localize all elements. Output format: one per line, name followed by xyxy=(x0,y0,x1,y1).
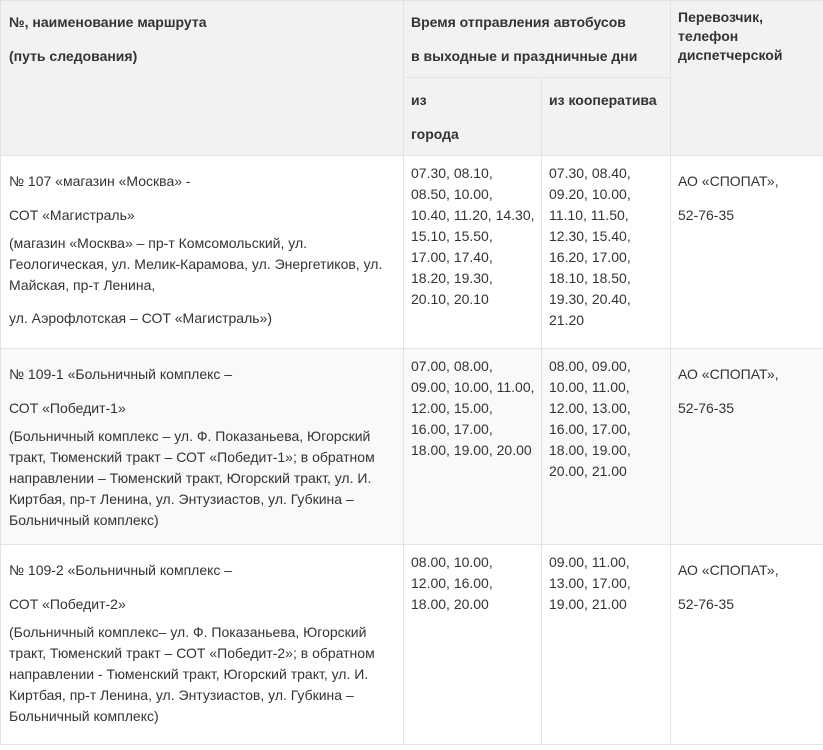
header-from-city-label-2: города xyxy=(411,125,459,142)
route-path: (Больничный комплекс – ул. Ф. Показаньева, Югорский тракт, Тюменский тракт – СОТ «Победит-1»; в обратном направлении – Тюменский тракт, Югорский тракт, ул. И. Киртбая, пр-т Ленина, ул. Энтузиастов, ул. Губкина – Больничный комплекс) xyxy=(9,428,375,528)
carrier-name: АО «СПОПАТ», xyxy=(678,173,779,189)
route-cell xyxy=(1,349,404,545)
route-destination: СОТ «Победит-1» xyxy=(9,400,126,416)
carrier-name: АО «СПОПАТ», xyxy=(678,562,779,578)
header-from-city-label: из xyxy=(411,91,427,108)
route-cell xyxy=(1,545,404,745)
times-from-city: 07.30, 08.10, 08.50, 10.00, 10.40, 11.20, 14.30, 15.10, 15.50, 17.00, 17.40, 18.20, 19.30, 20.10, 20.10 xyxy=(404,156,542,349)
carrier-cell xyxy=(671,156,823,349)
carrier-name: АО «СПОПАТ», xyxy=(678,366,779,382)
header-departure-subtitle: в выходные и праздничные дни xyxy=(411,48,638,64)
header-row xyxy=(1,1,823,78)
route-path: (Больничный комплекс– ул. Ф. Показаньева, Югорский тракт, Тюменский тракт – СОТ «Победит-2»; в обратном направлении - Тюменский тракт, Югорский тракт, ул. И. Киртбая, пр-т Ленина, ул. Энтузиастов, ул. Губкина – Больничный комплекс) xyxy=(9,624,375,724)
times-from-coop: 07.30, 08.40, 09.20, 10.00, 11.10, 11.50, 12.30, 15.40, 16.20, 17.00, 18.10, 18.50, 19.30, 20.40, 21.20 xyxy=(542,156,671,349)
carrier-cell xyxy=(671,545,823,745)
header-from-coop-label: из кооператива xyxy=(549,91,657,108)
route-number: № 107 «магазин «Москва» - xyxy=(9,173,191,189)
route-cell xyxy=(1,156,404,349)
route-destination: СОТ «Победит-2» xyxy=(9,596,126,612)
header-route-subtitle: (путь следования) xyxy=(9,48,138,64)
carrier-phone: 52-76-35 xyxy=(678,596,735,612)
header-carrier-title: Перевозчик, телефон диспетчерской xyxy=(678,9,783,63)
route-number: № 109-2 «Больничный комплекс – xyxy=(9,562,233,578)
route-path-continued: ул. Аэрофлотская – СОТ «Магистраль») xyxy=(9,310,272,326)
header-departure-cell xyxy=(404,1,671,78)
header-departure-title: Время отправления автобусов xyxy=(411,14,626,30)
times-from-coop: 09.00, 11.00, 13.00, 17.00, 19.00, 21.00 xyxy=(542,545,671,745)
table-row xyxy=(1,545,823,745)
header-route-cell xyxy=(1,1,404,156)
route-number: № 109-1 «Больничный комплекс – xyxy=(9,366,233,382)
carrier-phone: 52-76-35 xyxy=(678,207,735,223)
route-destination: СОТ «Магистраль» xyxy=(9,207,135,223)
carrier-phone: 52-76-35 xyxy=(678,400,735,416)
route-path: (магазин «Москва» – пр-т Комсомольский, ул. Геологическая, ул. Мелик-Карамова, ул. Энергетиков, ул. Майская, пр-т Ленина, xyxy=(9,235,383,293)
table-row xyxy=(1,349,823,545)
times-from-coop: 08.00, 09.00, 10.00, 11.00, 12.00, 13.00, 16.00, 17.00, 18.00, 19.00, 20.00, 21.00 xyxy=(542,349,671,545)
carrier-cell xyxy=(671,349,823,545)
table-row xyxy=(1,156,823,349)
header-from-city-cell xyxy=(404,77,542,155)
header-carrier-cell xyxy=(671,1,823,156)
times-from-city: 07.00, 08.00, 09.00, 10.00, 11.00, 12.00, 15.00, 16.00, 17.00, 18.00, 19.00, 20.00 xyxy=(404,349,542,545)
header-route-title: №, наименование маршрута xyxy=(9,14,207,30)
header-from-coop-cell xyxy=(542,77,671,155)
times-from-city: 08.00, 10.00, 12.00, 16.00, 18.00, 20.00 xyxy=(404,545,542,745)
